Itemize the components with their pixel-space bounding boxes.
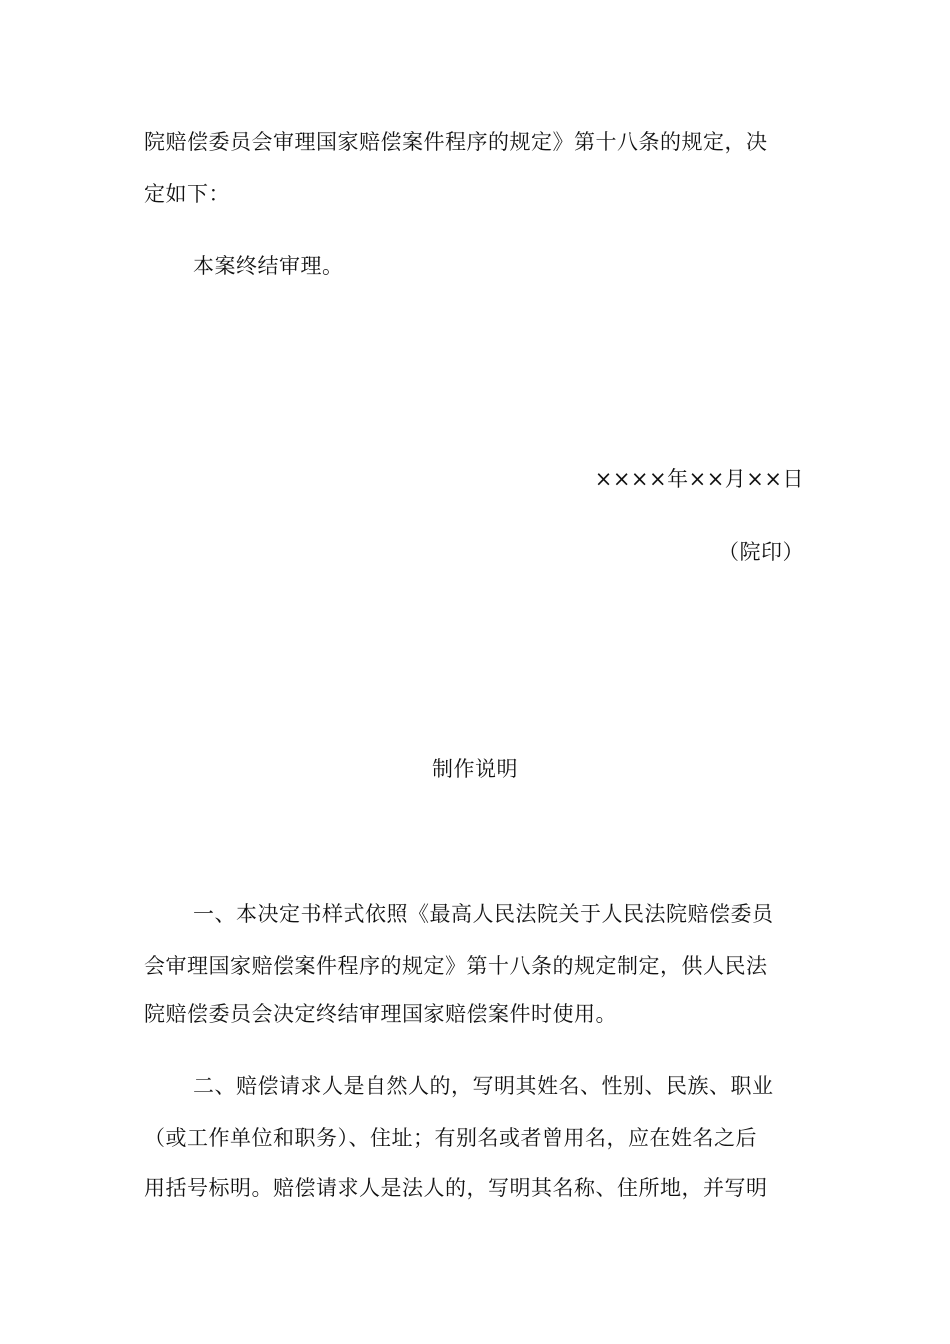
decision-text-line: 院赔偿委员会审理国家赔偿案件程序的规定》第十八条的规定，决: [144, 130, 768, 154]
instruction-item-2-line: 用括号标明。赔偿请求人是法人的，写明其名称、住所地，并写明: [144, 1176, 768, 1200]
instructions-heading: 制作说明: [432, 757, 518, 781]
instruction-item-2-line: 二、赔偿请求人是自然人的，写明其姓名、性别、民族、职业: [193, 1074, 774, 1098]
instruction-item-2-line: （或工作单位和职务）、住址；有别名或者曾用名，应在姓名之后: [144, 1126, 757, 1150]
decision-date: ××××年××月××日: [594, 467, 804, 491]
instruction-item-1-line: 院赔偿委员会决定终结审理国家赔偿案件时使用。: [144, 1002, 617, 1026]
decision-text-line: 定如下：: [144, 182, 230, 206]
court-seal-label: （院印）: [718, 540, 804, 564]
instruction-item-1-line: 一、本决定书样式依照《最高人民法院关于人民法院赔偿委员: [193, 902, 774, 926]
ruling-text: 本案终结审理。: [193, 254, 344, 278]
instruction-item-1-line: 会审理国家赔偿案件程序的规定》第十八条的规定制定，供人民法: [144, 954, 768, 978]
